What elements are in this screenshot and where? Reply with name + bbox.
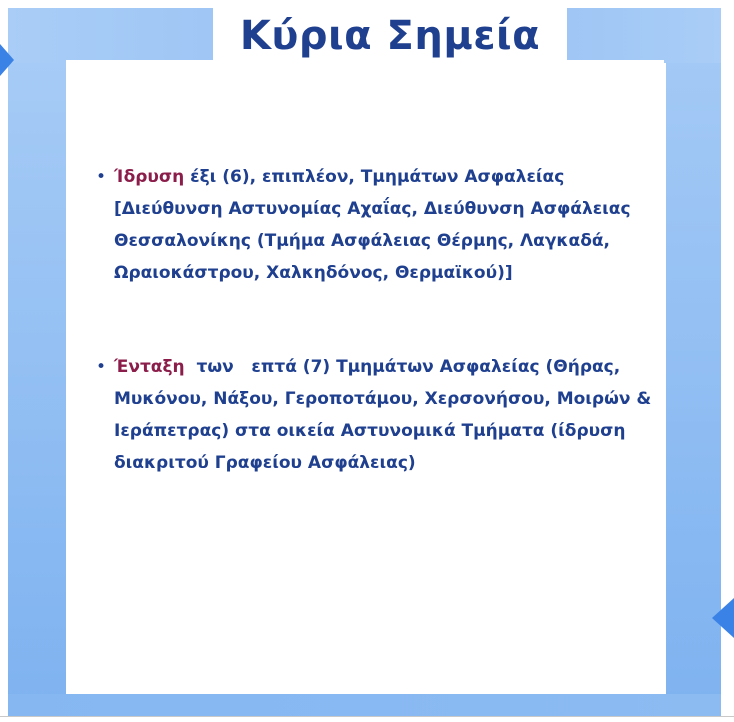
bullet-item-integration: [96, 351, 656, 479]
left-triangle-icon: [0, 44, 14, 76]
bullet-text: [114, 161, 656, 289]
bullet-body: των επτά (7) Τμημάτων Ασφαλείας (Θήρας, Μυκόνου, Νάξου, Γεροποτάμου, Χερσονήσου, Μοιρών & Ιεράπετρας) στα οικεία Αστυνομικά Τμήματα (ίδρυση διακριτού Γραφείου Ασφάλειας): [114, 357, 658, 473]
bullet-icon: •: [96, 357, 107, 377]
frame-left-bar: [8, 8, 70, 716]
bullet-keyword: Ένταξη: [114, 357, 185, 377]
frame-top-left-bar: [8, 8, 213, 63]
bullet-icon: •: [96, 167, 107, 187]
slide-title: Κύρια Σημεία: [239, 13, 541, 59]
bottom-divider: [0, 716, 734, 717]
bullet-body: έξι (6), επιπλέον, Τμημάτων Ασφαλείας [Διεύθυνση Αστυνομίας Αχαΐας, Διεύθυνση Ασφάλειας Θεσσαλονίκης (Τμήμα Ασφάλειας Θέρμης, Λαγκαδά, Ωραιοκάστρου, Χαλκηδόνος, Θερμαϊκού)]: [114, 167, 631, 283]
frame-top-right-bar: [567, 8, 721, 63]
bullet-item-founding: [96, 161, 656, 289]
bullet-keyword: Ίδρυση: [114, 167, 185, 187]
frame-bottom-band: [8, 694, 721, 716]
bullet-text: [114, 351, 656, 479]
right-triangle-icon: [712, 598, 734, 638]
